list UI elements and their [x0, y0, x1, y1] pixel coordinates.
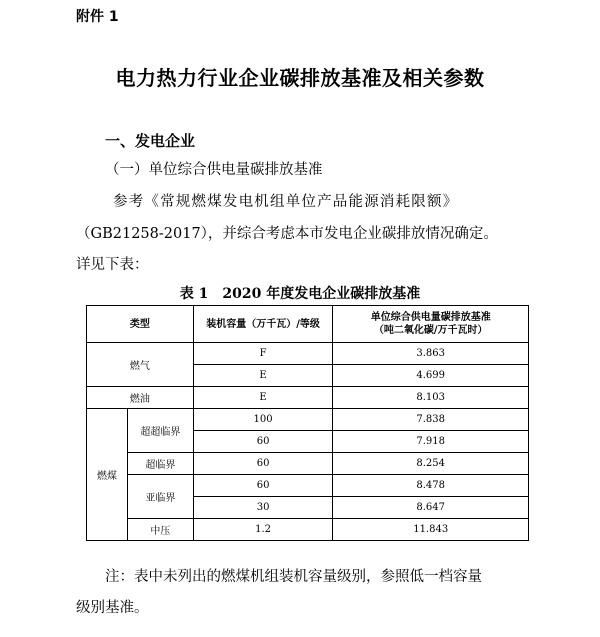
- cell-capacity: 30: [193, 497, 333, 519]
- cell-capacity: 60: [193, 453, 333, 475]
- cell-type: 燃气: [87, 343, 194, 387]
- paragraph-line: （GB21258-2017），并综合考虑本市发电企业碳排放情况确定。: [76, 226, 498, 242]
- cell-capacity: E: [193, 365, 333, 387]
- table-row: [87, 409, 529, 431]
- cell-subtype: 超超临界: [127, 409, 193, 453]
- baseline-table: [86, 305, 529, 541]
- header-baseline-line1: 单位综合供电量碳排放基准: [370, 312, 491, 323]
- table-header-row: [87, 306, 529, 343]
- cell-value: 3.863: [333, 343, 529, 365]
- subsection-heading: （一）单位综合供电量碳排放基准: [105, 162, 323, 178]
- cell-capacity: 1.2: [193, 519, 333, 541]
- cell-capacity: 60: [193, 431, 333, 453]
- cell-subtype: 亚临界: [127, 475, 193, 519]
- table-row: [87, 453, 529, 475]
- cell-capacity: 60: [193, 475, 333, 497]
- cell-subtype: 超临界: [127, 453, 193, 475]
- section-heading: 一、发电企业: [105, 132, 196, 150]
- document-title: 电力热力行业企业碳排放基准及相关参数: [115, 66, 485, 90]
- note-line: 注：表中未列出的燃煤机组装机容量级别，参照低一档容量: [105, 569, 482, 585]
- cell-value: 8.103: [333, 387, 529, 409]
- attachment-label: 附件 1: [76, 9, 119, 25]
- cell-capacity: F: [193, 343, 333, 365]
- cell-capacity: E: [193, 387, 333, 409]
- table-row: [87, 475, 529, 497]
- cell-type: 燃煤: [87, 409, 128, 541]
- cell-subtype: 中压: [127, 519, 193, 541]
- header-capacity: 装机容量（万千瓦）/等级: [193, 306, 333, 343]
- cell-value: 11.843: [333, 519, 529, 541]
- paragraph-line: 参考《常规燃煤发电机组单位产品能源消耗限额》: [113, 194, 459, 210]
- table-row: [87, 519, 529, 541]
- cell-capacity: 100: [193, 409, 333, 431]
- paragraph-line: 详见下表：: [76, 257, 149, 273]
- cell-value: 8.647: [333, 497, 529, 519]
- header-baseline: [333, 306, 529, 343]
- note-line: 级别基准。: [76, 600, 149, 616]
- header-baseline-line2: （吨二氧化碳/万千瓦时）: [373, 325, 488, 336]
- table-row: [87, 343, 529, 365]
- table-row: [87, 387, 529, 409]
- cell-type: 燃油: [87, 387, 194, 409]
- table-caption: 表 1 2020 年度发电企业碳排放基准: [179, 286, 421, 302]
- cell-value: 8.478: [333, 475, 529, 497]
- header-type: 类型: [87, 306, 194, 343]
- cell-value: 7.838: [333, 409, 529, 431]
- cell-value: 7.918: [333, 431, 529, 453]
- cell-value: 8.254: [333, 453, 529, 475]
- cell-value: 4.699: [333, 365, 529, 387]
